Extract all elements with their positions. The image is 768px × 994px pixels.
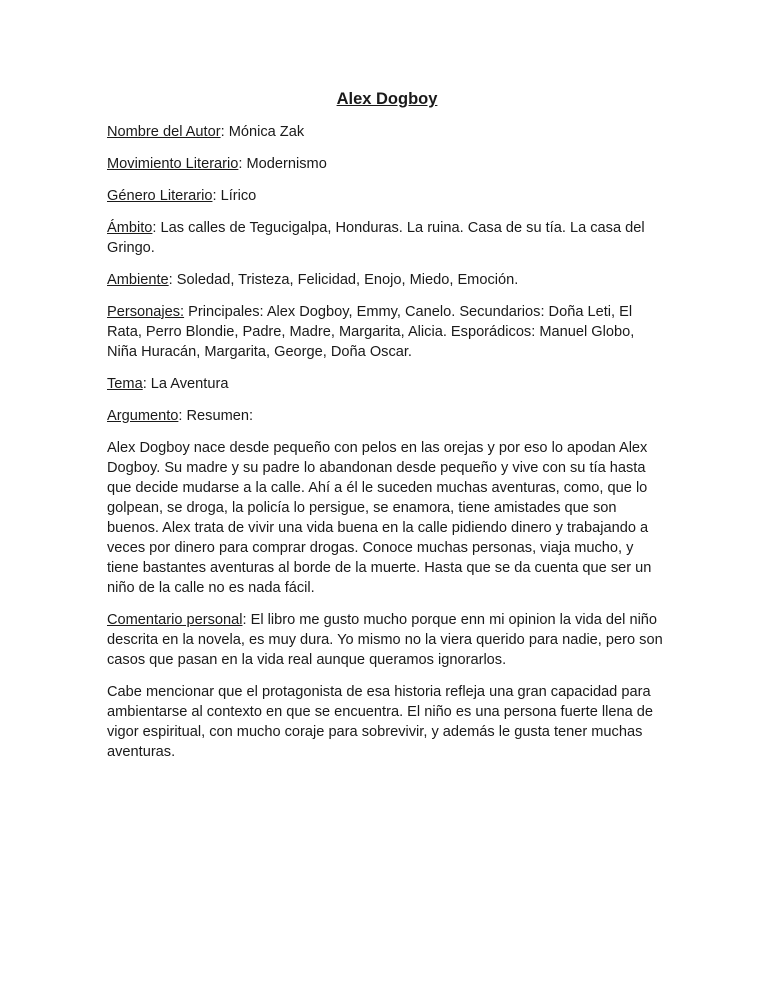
field-sep: :: [212, 188, 217, 204]
field-value: Soledad, Tristeza, Felicidad, Enojo, Miedo, Emoción.: [172, 272, 519, 288]
document-content: [107, 88, 667, 774]
field-plot: [107, 406, 667, 426]
field-sep: :: [178, 408, 183, 424]
field-sep: :: [242, 612, 247, 628]
field-label: Argumento: [107, 408, 179, 424]
field-value: Lírico: [216, 188, 257, 204]
field-author: [107, 122, 667, 142]
field-value: La Aventura: [146, 376, 229, 392]
field-sep: :: [238, 156, 243, 172]
field-value: Principales: Alex Dogboy, Emmy, Canelo. Secundarios: Doña Leti, El Rata, Perro Blondie, Padre, Madre, Margarita, Alicia. Esporádicos: Manuel Globo, Niña Huracán, Margarita, George, Doña Oscar.: [107, 304, 635, 360]
field-sep: :: [142, 376, 147, 392]
field-value: Resumen:: [182, 408, 254, 424]
summary-paragraph: Alex Dogboy nace desde pequeño con pelos en las orejas y por eso lo apodan Alex Dogboy. Su madre y su padre lo abandonan desde pequeño y vive con su tía hasta que decide mudarse a la calle. Ahí a él le suceden muchas aventuras, como, que lo golpean, se droga, la policía lo persigue, se enamora, tiene amistades que son buenos. Alex trata de vivir una vida buena en la calle pidiendo dinero y trabajando a veces por dinero para comprar drogas. Conoce muchas personas, viaja mucho, y tiene bastantes aventuras al borde de la muerte. Hasta que se da cuenta que ser un niño de la calle no es nada fácil.: [107, 440, 652, 596]
field-sep: :: [168, 272, 173, 288]
field-label: Nombre del Autor: [107, 124, 221, 140]
field-atmosphere: [107, 270, 667, 290]
field-movement: [107, 154, 667, 174]
field-label: Personajes:: [107, 304, 185, 320]
field-genre: [107, 186, 667, 206]
field-value: Mónica Zak: [224, 124, 305, 140]
field-setting: [107, 218, 667, 258]
field-label: Género Literario: [107, 188, 213, 204]
field-theme: [107, 374, 667, 394]
closing-paragraph: Cabe mencionar que el protagonista de esa historia refleja una gran capacidad para ambientarse al contexto en que se encuentra. El niño es una persona fuerte llena de vigor espiritual, con mucho coraje para sobrevivir, y además le gusta tener muchas aventuras.: [107, 684, 654, 760]
field-label: Ámbito: [107, 220, 153, 236]
field-value: El libro me gusto mucho porque enn mi opinion la vida del niño descrita en la novela, es muy dura. Yo mismo no la viera querido para nadie, pero son casos que pasan en la vida real aunque queramos ignorarlos.: [107, 612, 663, 668]
document-title: Alex Dogboy: [336, 90, 438, 108]
field-label: Tema: [107, 376, 143, 392]
field-label: Comentario personal: [107, 612, 243, 628]
field-value: Modernismo: [242, 156, 327, 172]
field-comment: [107, 610, 667, 670]
field-label: Ambiente: [107, 272, 169, 288]
field-value: Las calles de Tegucigalpa, Honduras. La ruina. Casa de su tía. La casa del Gringo.: [107, 220, 645, 256]
field-label: Movimiento Literario: [107, 156, 239, 172]
field-sep: :: [152, 220, 157, 236]
field-characters: [107, 302, 667, 362]
field-sep: :: [220, 124, 225, 140]
